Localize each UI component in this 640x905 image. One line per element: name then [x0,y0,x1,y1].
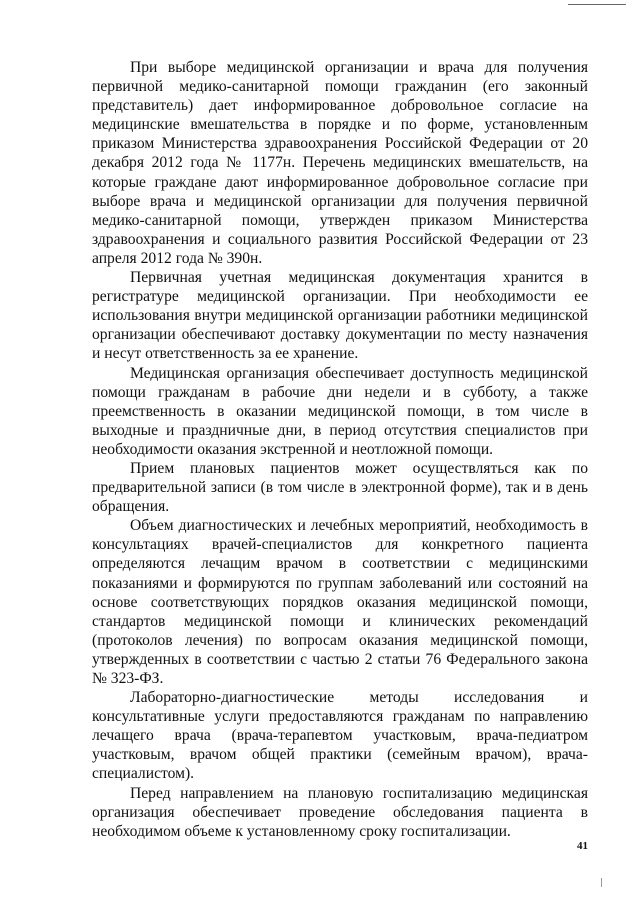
paragraph-7: Перед направлением на плановую госпитализацию медицинская организация обеспечивает проведение обследования пациента в необходимом объеме к установленному сроку госпитализации. [92,784,588,840]
document-body [92,58,588,841]
paragraph-2: Первичная учетная медицинская документация хранится в регистратуре медицинской организации. При необходимости ее использования внутри медицинской организации работники медицинской организации обеспечивают доставку документации по месту назначения и несут ответственность за ее хранение. [92,269,588,363]
edge-mark [601,878,602,887]
paragraph-5: Объем диагностических и лечебных мероприятий, необходимость в консультациях врачей-специалистов для конкретного пациента определяются лечащим врачом в соответствии с медицинскими показаниями и формируются по группам заболеваний или состояний на основе соответствующих порядков оказания медицинской помощи, стандартов медицинской помощи и клинических рекомендаций (протоколов лечения) по вопросам оказания медицинской помощи, утвержденных в соответствии с частью 2 статьи 76 Федерального закона № 323-ФЗ. [92,517,588,687]
paragraph-4: Прием плановых пациентов может осуществляться как по предварительной записи (в том числе в электронной форме), так и в день обращения. [92,459,588,516]
paragraph-6: Лабораторно-диагностические методы исследования и консультативные услуги предоставляются гражданам по направлению лечащего врача (врача-терапевтом участковым, врача-педиатром участковым, врачом общей практики (семейным врачом), врача-специалистом). [92,689,588,783]
paragraph-3: Медицинская организация обеспечивает доступность медицинской помощи гражданам в рабочие дни недели и в субботу, а также преемственность в оказании медицинской помощи, в том числе в выходные и праздничные дни, в период отсутствия специалистов при необходимости оказания экстренной и неотложной помощи. [92,364,588,458]
page-number: 41 [577,840,588,852]
top-rule [568,4,626,5]
paragraph-1: При выборе медицинской организации и врача для получения первичной медико-санитарной помощи гражданин (его законный представитель) дает информированное добровольное согласие на медицинские вмешательства в порядке и по форме, установленным приказом Министерства здравоохранения Российской Федерации от 20 декабря 2012 года № 1177н. Перечень медицинских вмешательств, на которые граждане дают информированное добровольное согласие при выборе врача и медицинской организации для получения первичной медико-санитарной помощи, утвержден приказом Министерства здравоохранения и социального развития Российской Федерации от 23 апреля 2012 года № 390н. [92,59,588,267]
